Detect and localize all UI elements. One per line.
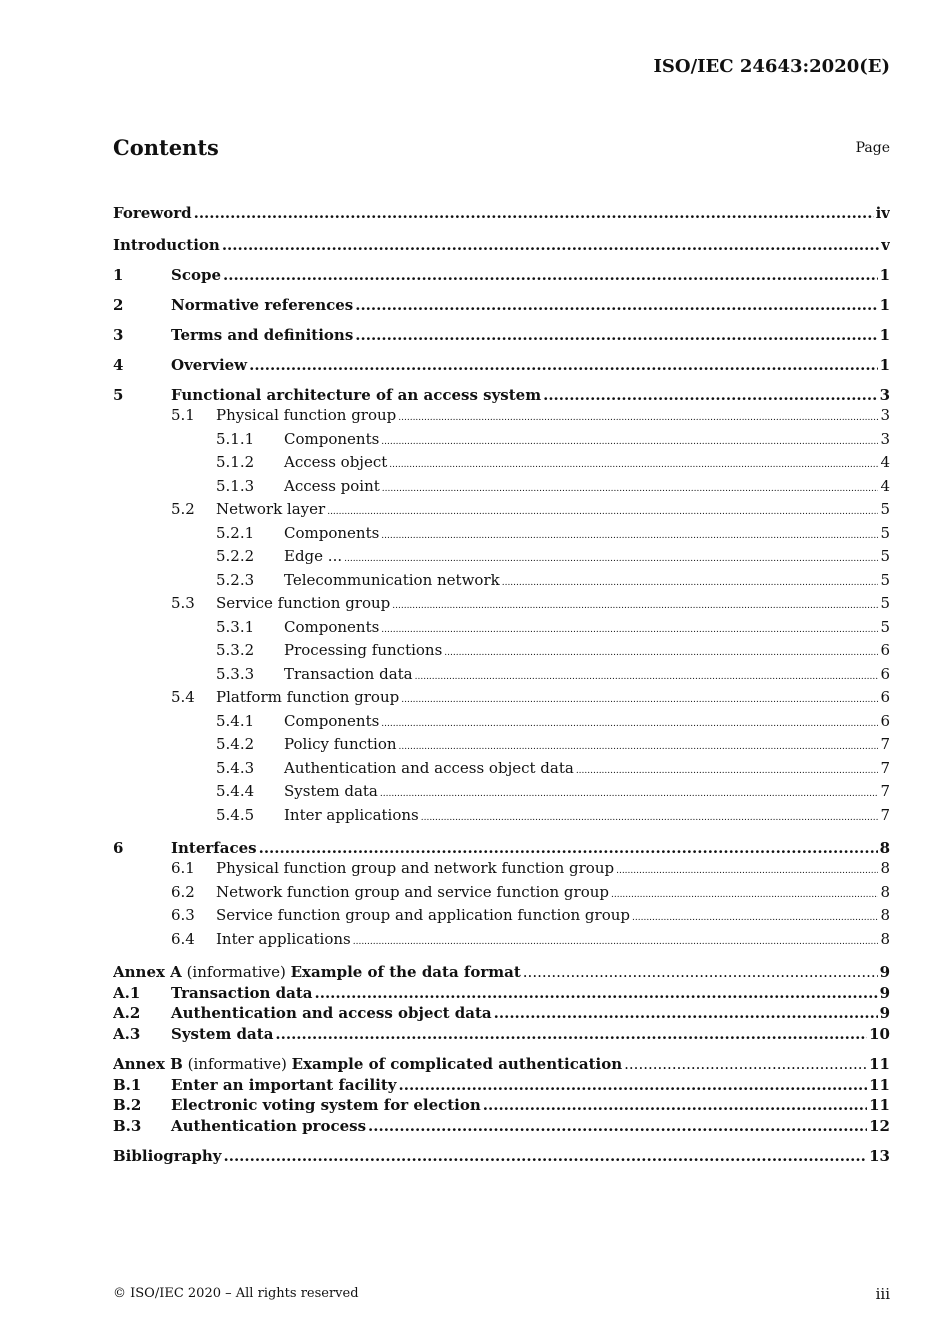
toc-entry-number: 6.4 [171, 929, 195, 948]
dot-leader [259, 838, 878, 858]
toc-entry-section-1[interactable] [113, 265, 890, 285]
toc-entry-page: 7 [880, 735, 890, 753]
toc-entry-page: 6 [880, 688, 890, 706]
dot-leader [368, 1116, 867, 1137]
toc-entry-title: Service function group and application function group [216, 906, 631, 924]
toc-entry-number: 5.4.5 [216, 805, 255, 824]
toc-entry-page: 11 [869, 1096, 890, 1114]
toc-entry-number: 5.4.3 [216, 758, 255, 777]
dot-leader [421, 805, 879, 829]
dot-leader [389, 452, 878, 476]
dot-leader [381, 711, 878, 735]
toc-entry-title: Physical function group and network function group [216, 859, 615, 877]
toc-entry-page: 9 [879, 963, 890, 981]
toc-entry-page: 7 [880, 758, 890, 777]
dot-leader [494, 1003, 878, 1024]
toc-entry-number: B.3 [113, 1116, 142, 1135]
toc-entry-page: 9 [879, 1004, 890, 1022]
toc-entry-section-6-2[interactable] [113, 882, 890, 906]
toc-entry-page: 7 [880, 782, 890, 800]
toc-entry-section-6[interactable] [113, 838, 890, 858]
toc-entry-section-3[interactable] [113, 325, 890, 345]
toc-entry-b-1[interactable] [113, 1075, 890, 1096]
dot-leader [632, 905, 878, 929]
toc-entry-section-5-2-3[interactable] [113, 570, 890, 594]
toc-entry-number: 5.1.1 [216, 429, 255, 448]
toc-entry-section-5-4-5[interactable] [113, 805, 890, 829]
toc-entry-section-6-1[interactable] [113, 858, 890, 882]
toc-entry-title: Policy function [284, 735, 397, 753]
toc-entry-title: Transaction data [284, 664, 413, 683]
toc-entry-section-5-1-3[interactable] [113, 476, 890, 500]
dot-leader [382, 476, 879, 500]
toc-entry-b-2[interactable] [113, 1095, 890, 1116]
toc-entry-title: Bibliography [113, 1147, 222, 1165]
dot-leader [399, 1075, 868, 1096]
table-of-contents [113, 203, 890, 1166]
toc-entry-number: 4 [113, 356, 124, 374]
toc-entry-number: 5 [113, 386, 124, 404]
toc-entry-title: Authentication process [171, 1116, 367, 1135]
toc-entry-section-5-3-3[interactable] [113, 664, 890, 688]
dot-leader [223, 265, 878, 285]
toc-entry-page: 6 [880, 711, 890, 730]
toc-entry-title: Processing functions [284, 641, 443, 659]
toc-entry-number: 5.2.2 [216, 547, 255, 565]
dot-leader [543, 385, 877, 405]
toc-entry-section-5-4-1[interactable] [113, 711, 890, 735]
dot-leader [327, 499, 878, 523]
dot-leader [399, 734, 879, 758]
toc-entry-title: Platform function group [216, 688, 400, 706]
toc-entry-number: 5.3.3 [216, 664, 255, 683]
toc-entry-page: 6 [880, 641, 890, 659]
toc-entry-number: 2 [113, 296, 124, 314]
dot-leader [502, 570, 879, 594]
toc-entry-title: Electronic voting system for election [171, 1096, 481, 1114]
dot-leader [224, 1146, 868, 1166]
toc-entry-page: 1 [879, 296, 890, 314]
toc-entry-section-5-1-1[interactable] [113, 429, 890, 453]
toc-entry-number: 5.2.1 [216, 523, 255, 542]
toc-entry-title: Scope [171, 266, 222, 284]
toc-entry-page: 8 [880, 929, 890, 948]
toc-entry-number: 5.2 [171, 500, 195, 518]
toc-entry-page: 1 [879, 326, 890, 344]
toc-entry-section-5-2-2[interactable] [113, 546, 890, 570]
toc-entry-number: 5.4.1 [216, 711, 255, 730]
toc-entry-number: 3 [113, 326, 124, 344]
toc-entry-page: 13 [869, 1147, 890, 1165]
toc-entry-page: 8 [880, 882, 890, 901]
toc-entry-page: iv [875, 204, 890, 222]
toc-entry-annex-a[interactable] [113, 962, 890, 983]
toc-entry-number: B.2 [113, 1096, 142, 1114]
toc-entry-number: 6.3 [171, 906, 195, 924]
dot-leader [381, 523, 878, 547]
toc-entry-number: 5.1 [171, 406, 195, 424]
dot-leader [315, 983, 878, 1004]
toc-entry-number: 5.4.2 [216, 735, 255, 753]
annex-title: Example of the data format [290, 963, 521, 981]
toc-entry-page: 11 [869, 1055, 890, 1073]
toc-entry-page: 5 [880, 570, 890, 589]
dot-leader [415, 664, 879, 688]
toc-entry-section-5-2[interactable] [113, 499, 890, 523]
toc-entry-page: v [881, 236, 890, 254]
annex-label: Annex B [113, 1055, 183, 1073]
toc-entry-page: 5 [880, 594, 890, 612]
toc-entry-title: System data [284, 782, 378, 800]
document-id: ISO/IEC 24643:2020(E) [653, 56, 890, 77]
toc-entry-title: Network function group and service function group [216, 882, 609, 901]
dot-leader [398, 405, 878, 429]
dot-leader [275, 1024, 867, 1045]
toc-entry-number: 6.1 [171, 859, 195, 877]
toc-entry-bibliography[interactable] [113, 1146, 890, 1166]
toc-entry-title: Components [284, 617, 380, 636]
dot-leader [624, 1054, 867, 1075]
page-column-label: Page [855, 140, 890, 156]
toc-entry-title: Functional architecture of an access system [171, 386, 542, 404]
dot-leader [353, 929, 879, 953]
toc-entry-section-5-1-2[interactable] [113, 452, 890, 476]
toc-entry-number: 5.3.2 [216, 641, 255, 659]
toc-entry-number: 5.4 [171, 688, 195, 706]
toc-entry-page: 5 [880, 547, 890, 565]
toc-entry-page: 8 [880, 859, 890, 877]
toc-entry-page: 1 [879, 356, 890, 374]
toc-entry-section-5-4-3[interactable] [113, 758, 890, 782]
toc-entry-number: 5.1.3 [216, 476, 255, 495]
toc-entry-number: B.1 [113, 1075, 142, 1094]
toc-entry-page: 5 [880, 617, 890, 636]
toc-entry-section-5-3-1[interactable] [113, 617, 890, 641]
dot-leader [483, 1095, 867, 1116]
toc-entry-page: 3 [880, 406, 890, 424]
toc-entry-title: Terms and definitions [171, 326, 354, 344]
toc-entry-page: 7 [880, 805, 890, 824]
toc-entry-section-5-1[interactable] [113, 405, 890, 429]
toc-entry-number: 6 [113, 839, 124, 857]
toc-entry-introduction[interactable] [113, 235, 890, 255]
toc-entry-title: Components [284, 711, 380, 730]
toc-entry-title: Components [284, 523, 380, 542]
toc-entry-title: Normative references [171, 296, 354, 314]
toc-entry-page: 3 [880, 429, 890, 448]
toc-entry-number: 5.3.1 [216, 617, 255, 636]
toc-entry-page: 4 [880, 453, 890, 471]
dot-leader [381, 429, 878, 453]
dot-leader [576, 758, 879, 782]
toc-entry-title: Overview [171, 356, 248, 374]
annex-title: Example of complicated authentication [291, 1055, 623, 1073]
annex-type: (informative) [186, 963, 286, 981]
toc-entry-page: 1 [879, 266, 890, 284]
toc-entry-section-5-3[interactable] [113, 593, 890, 617]
toc-entry-page: 3 [879, 386, 890, 404]
toc-entry-title: Physical function group [216, 406, 397, 424]
toc-entry-page: 5 [880, 523, 890, 542]
toc-entry-foreword[interactable] [113, 203, 890, 223]
toc-entry-section-5[interactable] [113, 385, 890, 405]
toc-entry-number: 5.2.3 [216, 570, 255, 589]
toc-entry-page: 4 [880, 476, 890, 495]
toc-entry-title: Telecommunication network [284, 570, 500, 589]
toc-entry-title: Authentication and access object data [284, 758, 574, 777]
toc-entry-title: Foreword [113, 204, 192, 222]
toc-entry-number: A.1 [113, 983, 141, 1002]
dot-leader [401, 687, 878, 711]
dot-leader [380, 781, 879, 805]
dot-leader [392, 593, 878, 617]
dot-leader [222, 235, 879, 255]
toc-entry-number: 1 [113, 266, 124, 284]
toc-entry-title: Interfaces [171, 839, 257, 857]
toc-entry-section-2[interactable] [113, 295, 890, 315]
toc-entry-number: 5.4.4 [216, 782, 255, 800]
dot-leader [194, 203, 874, 223]
toc-entry-a-2[interactable] [113, 1003, 890, 1024]
toc-entry-b-3[interactable] [113, 1116, 890, 1137]
toc-entry-a-3[interactable] [113, 1024, 890, 1045]
toc-entry-number: 5.3 [171, 594, 195, 612]
toc-entry-annex-b[interactable] [113, 1054, 890, 1075]
toc-entry-title: Inter applications [216, 929, 351, 948]
toc-entry-page: 6 [880, 664, 890, 683]
dot-leader [344, 546, 878, 570]
dot-leader [355, 295, 877, 315]
toc-entry-title: Network layer [216, 500, 326, 518]
toc-entry-a-1[interactable] [113, 983, 890, 1004]
toc-entry-title: Introduction [113, 236, 220, 254]
toc-entry-section-5-4[interactable] [113, 687, 890, 711]
dot-leader [616, 858, 878, 882]
toc-entry-title: Access object [284, 453, 388, 471]
dot-leader [611, 882, 878, 906]
toc-entry-title: Edge ... [284, 547, 343, 565]
toc-entry-page: 12 [869, 1116, 890, 1135]
toc-entry-section-4[interactable] [113, 355, 890, 375]
toc-entry-section-5-2-1[interactable] [113, 523, 890, 547]
toc-entry-page: 8 [880, 906, 890, 924]
toc-entry-title: Enter an important facility [171, 1075, 397, 1094]
toc-entry-title: Access point [284, 476, 380, 495]
dot-leader [523, 962, 878, 983]
annex-label: Annex A [113, 963, 182, 981]
toc-entry-section-5-4-2[interactable] [113, 734, 890, 758]
toc-entry-number: A.2 [113, 1004, 141, 1022]
toc-entry-number: A.3 [113, 1024, 141, 1043]
toc-entry-title: Components [284, 429, 380, 448]
dot-leader [249, 355, 877, 375]
toc-entry-title: System data [171, 1024, 274, 1043]
toc-entry-page: 5 [880, 500, 890, 518]
annex-type: (informative) [187, 1055, 287, 1073]
copyright-notice: © ISO/IEC 2020 – All rights reserved [113, 1286, 359, 1301]
toc-entry-page: 8 [879, 839, 890, 857]
toc-entry-title: Transaction data [171, 983, 313, 1002]
toc-entry-title: Service function group [216, 594, 391, 612]
toc-entry-section-6-3[interactable] [113, 905, 890, 929]
toc-entry-section-5-3-2[interactable] [113, 640, 890, 664]
dot-leader [381, 617, 878, 641]
dot-leader [355, 325, 877, 345]
toc-entry-page: 10 [869, 1024, 890, 1043]
dot-leader [444, 640, 878, 664]
toc-entry-page: 9 [879, 983, 890, 1002]
page-number: iii [875, 1285, 890, 1303]
page-title: Contents [113, 135, 219, 160]
toc-entry-section-5-4-4[interactable] [113, 781, 890, 805]
toc-entry-section-6-4[interactable] [113, 929, 890, 953]
toc-entry-number: 5.1.2 [216, 453, 255, 471]
toc-entry-page: 11 [869, 1075, 890, 1094]
toc-entry-title: Authentication and access object data [171, 1004, 492, 1022]
toc-entry-title: Inter applications [284, 805, 419, 824]
toc-entry-number: 6.2 [171, 882, 195, 901]
